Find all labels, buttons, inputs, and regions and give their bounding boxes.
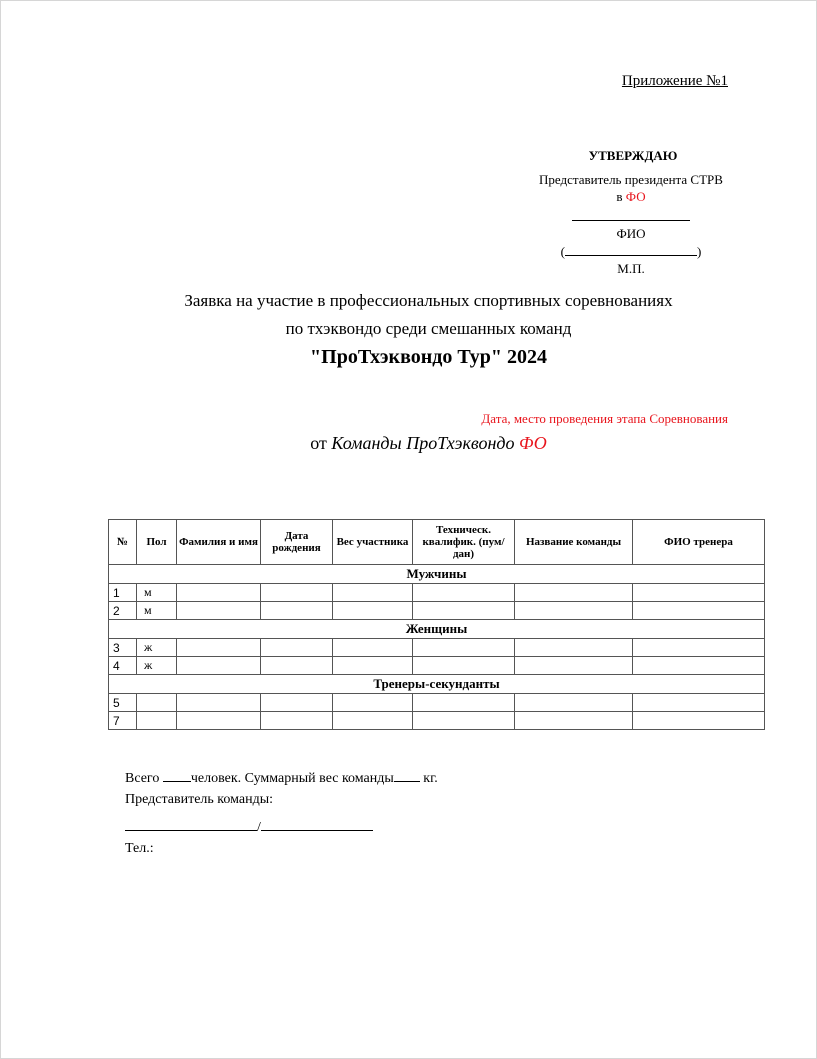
representative-name-blank[interactable] <box>261 816 373 831</box>
row-sex: м <box>137 584 177 602</box>
cell-weight[interactable] <box>333 694 413 712</box>
cell-coach[interactable] <box>633 584 765 602</box>
table-row <box>109 694 765 712</box>
cell-weight[interactable] <box>333 602 413 620</box>
cell-coach[interactable] <box>633 657 765 675</box>
cell-birthdate[interactable] <box>261 657 333 675</box>
cell-coach[interactable] <box>633 694 765 712</box>
cell-name[interactable] <box>177 639 261 657</box>
cell-qualification[interactable] <box>413 694 515 712</box>
cell-team[interactable] <box>515 602 633 620</box>
cell-qualification[interactable] <box>413 584 515 602</box>
approval-title: УТВЕРЖДАЮ <box>588 148 678 163</box>
cell-qualification[interactable] <box>413 712 515 730</box>
cell-birthdate[interactable] <box>261 694 333 712</box>
table-row <box>109 657 765 675</box>
representative-signature-line <box>125 816 373 836</box>
row-sex: м <box>137 602 177 620</box>
heading-line-2: по тхэквондо среди смешанных команд <box>285 319 572 338</box>
header-sex: Пол <box>137 520 177 565</box>
heading-line-1: Заявка на участие в профессиональных спортивных соревнованиях <box>184 291 673 310</box>
cell-weight[interactable] <box>333 712 413 730</box>
cell-team[interactable] <box>515 584 633 602</box>
row-num: 7 <box>109 712 137 730</box>
approval-region-prefix: в <box>616 189 623 204</box>
approval-stamp-label: М.П. <box>617 261 645 276</box>
total-mid: человек. Суммарный вес команды <box>190 771 394 786</box>
table-row <box>109 712 765 730</box>
cell-qualification[interactable] <box>413 639 515 657</box>
cell-name[interactable] <box>177 694 261 712</box>
total-prefix: Всего <box>125 771 163 786</box>
cell-coach[interactable] <box>633 639 765 657</box>
approval-name-blank: ( ) <box>560 244 702 259</box>
header-name: Фамилия и имя <box>177 520 261 565</box>
cell-qualification[interactable] <box>413 657 515 675</box>
section-title-coaches: Тренеры-секунданты <box>109 675 765 694</box>
cell-coach[interactable] <box>633 712 765 730</box>
header-coach: ФИО тренера <box>633 520 765 565</box>
from-team-line <box>1 433 817 454</box>
approval-signature-line <box>501 208 761 225</box>
section-row-men <box>109 565 765 584</box>
row-num: 2 <box>109 602 137 620</box>
row-num: 4 <box>109 657 137 675</box>
cell-name[interactable] <box>177 657 261 675</box>
phone-label: Тел.: <box>125 841 154 856</box>
header-team: Название команды <box>515 520 633 565</box>
header-birthdate: Дата рождения <box>261 520 333 565</box>
approval-name-label: ФИО <box>616 226 646 241</box>
cell-team[interactable] <box>515 694 633 712</box>
heading-line-3: "ПроТхэквондо Тур" 2024 <box>310 346 547 368</box>
from-team-name: Команды ПроТхэквондо <box>331 433 515 453</box>
table-row <box>109 584 765 602</box>
representative-label: Представитель команды: <box>125 792 273 807</box>
from-team-region: ФО <box>519 433 547 453</box>
row-num: 5 <box>109 694 137 712</box>
section-title-men: Мужчины <box>109 565 765 584</box>
participants-table <box>108 519 765 730</box>
section-row-coaches <box>109 675 765 694</box>
from-prefix: от <box>310 433 327 453</box>
section-title-women: Женщины <box>109 620 765 639</box>
row-sex <box>137 712 177 730</box>
table-header-row <box>109 520 765 565</box>
total-line <box>125 767 438 787</box>
cell-name[interactable] <box>177 602 261 620</box>
approval-region-line <box>501 188 761 205</box>
cell-team[interactable] <box>515 712 633 730</box>
row-sex: ж <box>137 657 177 675</box>
table-row <box>109 602 765 620</box>
approval-block <box>501 147 761 277</box>
representative-signature-blank[interactable] <box>125 816 257 831</box>
header-qualification: Техническ. квалифик. (пум/дан) <box>413 520 515 565</box>
header-num: № <box>109 520 137 565</box>
table-row <box>109 639 765 657</box>
total-people-blank[interactable] <box>163 767 191 782</box>
cell-weight[interactable] <box>333 657 413 675</box>
cell-birthdate[interactable] <box>261 639 333 657</box>
header-weight: Вес участника <box>333 520 413 565</box>
cell-birthdate[interactable] <box>261 602 333 620</box>
row-num: 1 <box>109 584 137 602</box>
cell-birthdate[interactable] <box>261 712 333 730</box>
approval-region: ФО <box>625 189 646 204</box>
cell-name[interactable] <box>177 584 261 602</box>
cell-name[interactable] <box>177 712 261 730</box>
cell-weight[interactable] <box>333 639 413 657</box>
event-date-note: Дата, место проведения этапа Соревнования <box>481 411 728 426</box>
cell-weight[interactable] <box>333 584 413 602</box>
row-sex <box>137 694 177 712</box>
section-row-women <box>109 620 765 639</box>
row-num: 3 <box>109 639 137 657</box>
total-weight-blank[interactable] <box>394 767 420 782</box>
cell-team[interactable] <box>515 657 633 675</box>
row-sex: ж <box>137 639 177 657</box>
approval-position: Представитель президента СТРВ <box>539 172 723 187</box>
cell-team[interactable] <box>515 639 633 657</box>
appendix-label: Приложение №1 <box>621 73 728 89</box>
total-suffix: кг. <box>419 771 438 786</box>
cell-birthdate[interactable] <box>261 584 333 602</box>
signature-separator: / <box>257 820 261 835</box>
cell-coach[interactable] <box>633 602 765 620</box>
cell-qualification[interactable] <box>413 602 515 620</box>
